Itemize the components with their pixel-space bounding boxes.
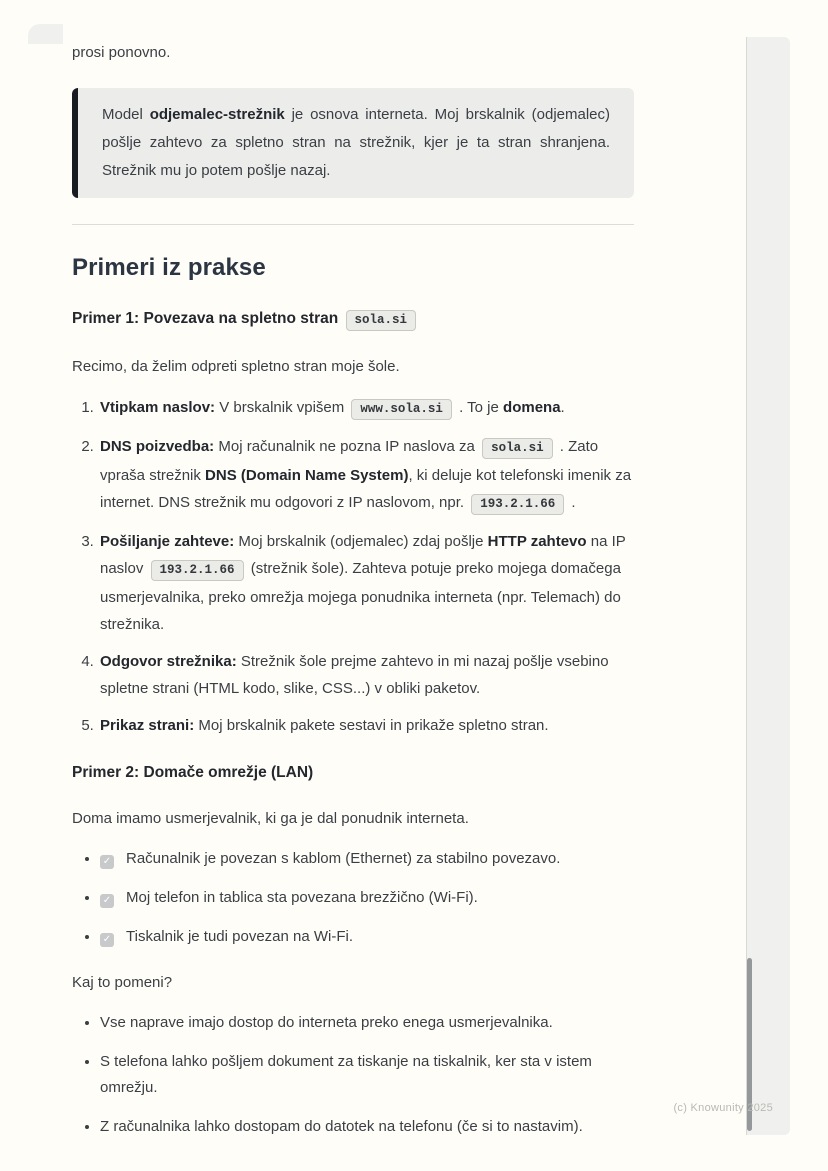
code-chip: 193.2.1.66 bbox=[151, 560, 244, 581]
example2-lead: Doma imamo usmerjevalnik, ki ga je dal ponudnik interneta. bbox=[72, 810, 469, 827]
checklist-text: Tiskalnik je tudi povezan na Wi-Fi. bbox=[126, 928, 354, 945]
code-chip: sola.si bbox=[482, 438, 553, 459]
bold-text: Odgovor strežnika: bbox=[100, 653, 237, 670]
question-paragraph: Kaj to pomeni? bbox=[72, 974, 173, 991]
intro-paragraph: prosi ponovno. bbox=[72, 44, 171, 61]
checklist-text: Računalnik je povezan s kablom (Ethernet) za stabilno povezavo. bbox=[126, 850, 561, 867]
example1-title bbox=[72, 305, 634, 334]
step-item: 2. DNS poizvedba: Moj računalnik ne pozna IP naslova za sola.si . Zato vpraša strežnik DNS (Domain Name System), ki deluje kot telefonski imenik za internet. DNS strežnik mu odgovori z IP naslovom, npr. 193.2.1.66 . bbox=[98, 433, 634, 518]
bold-text: HTTP zahtevo bbox=[487, 533, 587, 550]
checklist bbox=[72, 846, 634, 950]
panel-corner bbox=[28, 24, 63, 44]
bold-text: DNS (Domain Name System) bbox=[205, 467, 409, 484]
checklist-item bbox=[100, 924, 634, 950]
step-item: 3. Pošiljanje zahteve: Moj brskalnik (odjemalec) zdaj pošlje HTTP zahtevo na IP naslov 193.2.1.66 (strežnik šole). Zahteva potuje preko mojega domačega usmerjevalnika, preko omrežja mojega ponudnika interneta (npr. Telemach) do strežnika. bbox=[98, 528, 634, 638]
checklist-item bbox=[100, 885, 634, 911]
code-chip: sola.si bbox=[346, 310, 417, 331]
bold-text: Primer 1: Povezava na spletno stran bbox=[72, 310, 343, 327]
code-chip: 193.2.1.66 bbox=[471, 494, 564, 515]
points-list bbox=[72, 1010, 634, 1140]
bold-text: Prikaz strani: bbox=[100, 717, 195, 734]
example1-lead: Recimo, da želim odpreti spletno stran moje šole. bbox=[72, 358, 400, 375]
bold-text: Vtipkam naslov: bbox=[100, 399, 216, 416]
checkbox-checked-icon: ✓ bbox=[100, 855, 114, 869]
bullet-item: • Z računalnika lahko dostopam do datotek na telefonu (če si to nastavim). bbox=[100, 1114, 634, 1140]
steps-list bbox=[72, 394, 634, 739]
bullet-item: • S telefona lahko pošljem dokument za tiskanje na tiskalnik, ker sta v istem omrežju. bbox=[100, 1049, 634, 1101]
blockquote: Model odjemalec-strežnik je osnova interneta. Moj brskalnik (odjemalec) pošlje zahtevo za spletno stran na strežnik, kjer je ta stran shranjena. Strežnik mu jo potem pošlje nazaj. bbox=[72, 88, 634, 198]
step-item: 4. Odgovor strežnika: Strežnik šole prejme zahtevo in mi nazaj pošlje vsebino spletne strani (HTML kodo, slike, CSS...) v obliki paketov. bbox=[98, 648, 634, 702]
checklist-item bbox=[100, 846, 634, 872]
watermark: (c) Knowunity 2025 bbox=[673, 1102, 773, 1114]
scrollbar-track[interactable] bbox=[746, 37, 790, 1135]
bullet-item: • Vse naprave imajo dostop do interneta preko enega usmerjevalnika. bbox=[100, 1010, 634, 1036]
page-title: Primeri iz prakse bbox=[72, 254, 266, 281]
example2-title: Primer 2: Domače omrežje (LAN) bbox=[72, 764, 314, 781]
divider bbox=[72, 224, 634, 225]
checkbox-checked-icon: ✓ bbox=[100, 894, 114, 908]
step-item: 1. Vtipkam naslov: V brskalnik vpišem www.sola.si . To je domena. bbox=[98, 394, 634, 423]
bold-text: Pošiljanje zahteve: bbox=[100, 533, 235, 550]
bold-text: domena bbox=[503, 399, 561, 416]
document-body bbox=[72, 40, 634, 1140]
checkbox-checked-icon: ✓ bbox=[100, 933, 114, 947]
checklist-text: Moj telefon in tablica sta povezana brezžično (Wi-Fi). bbox=[126, 889, 478, 906]
step-item: 5. Prikaz strani: Moj brskalnik pakete sestavi in prikaže spletno stran. bbox=[98, 712, 634, 739]
bold-text: odjemalec-strežnik bbox=[149, 106, 285, 123]
code-chip: www.sola.si bbox=[351, 399, 452, 420]
bold-text: DNS poizvedba: bbox=[100, 438, 215, 455]
